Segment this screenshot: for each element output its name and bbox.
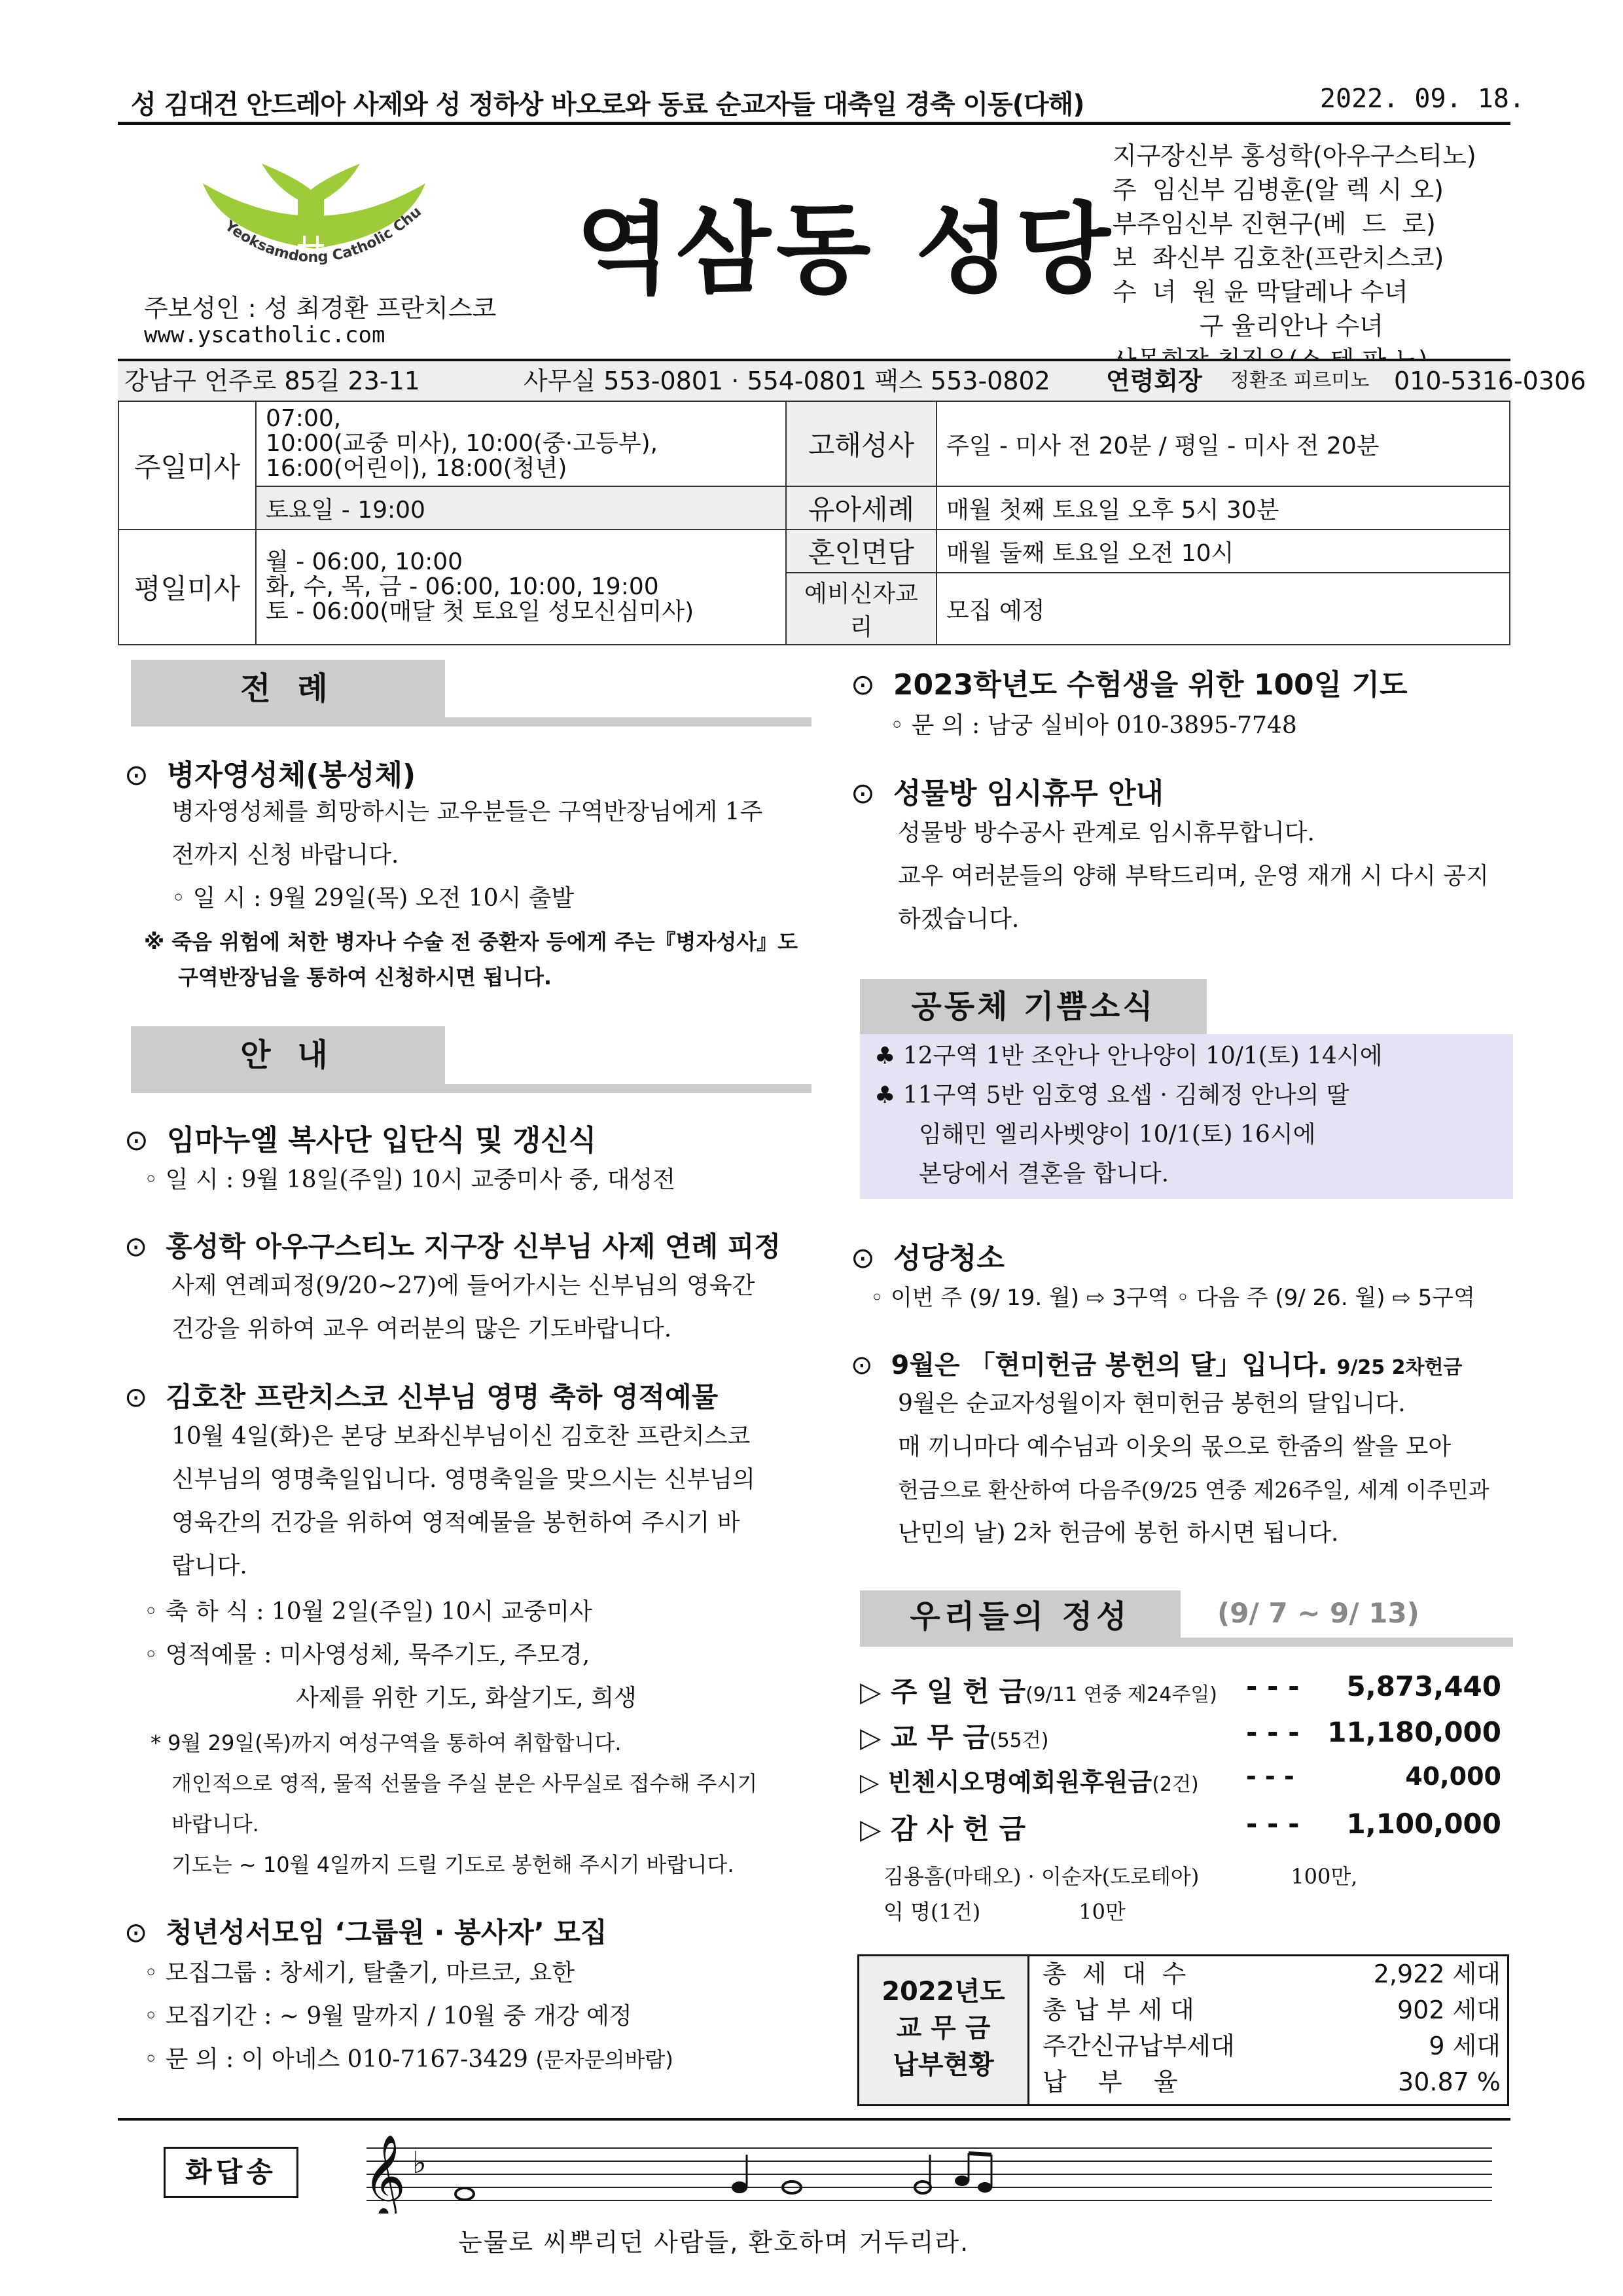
- marriage-label: 혼인면담: [786, 529, 936, 573]
- tithe-status-row: 주간신규납부세대 9 세대: [1043, 2032, 1501, 2060]
- weekday-mass-label: 평일미사: [118, 529, 256, 645]
- logo-text: Yeoksamdong Catholic Chu: [221, 204, 425, 266]
- footer-rule: [118, 2118, 1510, 2121]
- shop-closed-title: ⊙ 성물방 임시휴무 안내: [851, 777, 1164, 810]
- exam-prayer-contact: ◦ 문 의 : 남궁 실비아 010-3895-7748: [890, 712, 1297, 739]
- retreat-body: 사제 연례피정(9/20~27)에 들어가시는 신부님의 영육간 건강을 위하여 교우 여러분의 많은 기도바랍니다.: [171, 1272, 755, 1342]
- liturgy-rule: [131, 717, 812, 726]
- youth-bible-body: ◦ 모집그룹 : 창세기, 탈출기, 마르코, 요한 ◦ 모집기간 : ~ 9월 말까지 / 10월 중 개강 예정 ◦ 문 의 : 이 아네스 010-7167-3429 (문자문의바람): [144, 1960, 673, 2073]
- header-rule: [118, 122, 1510, 125]
- catechism-value: 모집 예정: [936, 573, 1510, 645]
- cleaning-body: ◦ 이번 주 (9/ 19. 월) ⇨ 3구역 ◦ 다음 주 (9/ 26. 월) ⇨ 5구역: [870, 1285, 1475, 1311]
- clergy-item: 구 율리안나 수녀: [1113, 312, 1383, 340]
- notice-heading: 안 내: [131, 1026, 445, 1084]
- psalm-label: 화답송: [164, 2147, 298, 2198]
- clergy-list: [1113, 139, 1476, 377]
- baptism-value: 매월 첫째 토요일 오후 5시 30분: [936, 486, 1510, 529]
- tithe-status-row: 납 부 율 30.87 %: [1043, 2068, 1501, 2096]
- saturday-mass: 토요일 - 19:00: [256, 486, 786, 529]
- exam-prayer-title: ⊙ 2023학년도 수험생을 위한 100일 기도: [851, 668, 1408, 702]
- sick-communion-body: 병자영성체를 희망하시는 교우분들은 구역반장님에게 1주 전까지 신청 바랍니다. ◦ 일 시 : 9월 29일(목) 오전 10시 출발: [171, 798, 763, 912]
- rice-offering-body: 9월은 순교자성월이자 현미헌금 봉헌의 달입니다. 매 끼니마다 예수님과 이웃의 몫으로 한줌의 쌀을 모아 헌금으로 환산하여 다음주(9/25 연중 제26주일, 세계 이주민과 난민의 날) 2차 헌금에 봉헌 하시면 됩니다.: [898, 1390, 1489, 1547]
- tithe-status-title: 2022년도 교 무 금 납부현황: [859, 1956, 1029, 2104]
- altar-server-title: ⊙ 임마누엘 복사단 입단식 및 갱신식: [124, 1124, 597, 1157]
- thanks-offering-list: 김용흠(마태오) · 이순자(도로테아) 100만, 익 명(1건) 10만: [883, 1864, 1358, 1924]
- offering-row: ▷ 주 일 헌 금(9/11 연중 제24주일) - - - 5,873,440: [860, 1670, 1501, 1708]
- feast-gift-title: ⊙ 김호찬 프란치스코 신부님 영명 축하 영적예물: [124, 1381, 719, 1413]
- address: 강남구 언주로 85길 23-11: [124, 367, 420, 395]
- weekday-mass-times: 월 - 06:00, 10:00 화, 수, 목, 금 - 06:00, 10:00, 19:00 토 - 06:00(매달 첫 토요일 성모신심미사): [256, 529, 786, 645]
- baptism-label: 유아세례: [786, 486, 936, 529]
- council-label: 연령회장: [1106, 367, 1202, 395]
- youth-bible-title: ⊙ 청년성서모임 ‘그룹원 · 봉사자’ 모집: [124, 1916, 607, 1948]
- patron-saint: 주보성인 : 성 최경환 프란치스코: [144, 294, 497, 323]
- sunday-mass-label: 주일미사: [118, 401, 256, 529]
- community-news-heading: 공동체 기쁨소식: [860, 979, 1207, 1034]
- svg-text:𝄞: 𝄞: [363, 2135, 406, 2214]
- office-phone: 사무실 553-0801 · 554-0801 팩스 553-0802: [524, 367, 1050, 395]
- music-notes-icon: [353, 2135, 1505, 2214]
- clergy-item: 보 좌신부 김호찬(프란치스코): [1113, 243, 1444, 272]
- website-link[interactable]: www.yscatholic.com: [144, 322, 385, 348]
- tithe-status-row: 총 세 대 수 2,922 세대: [1043, 1960, 1501, 1988]
- tithe-status-row: 총 납 부 세 대 902 세대: [1043, 1996, 1501, 2024]
- notice-rule: [131, 1084, 812, 1093]
- rice-offering-title: ⊙ 9월은 「현미헌금 봉헌의 달」입니다. 9/25 2차헌금: [851, 1350, 1463, 1380]
- altar-server-date: ◦ 일 시 : 9월 18일(주일) 10시 교중미사 중, 대성전: [144, 1166, 676, 1193]
- retreat-title: ⊙ 홍성학 아우구스티노 지구장 신부님 사제 연례 피정: [124, 1230, 781, 1263]
- offering-row: ▷ 빈첸시오명예회원후원금(2건) - - - 40,000: [860, 1762, 1501, 1797]
- feast-line: 성 김대건 안드레아 사제와 성 정하상 바오로와 동료 순교자들 대축일 경축 이동(다해): [131, 90, 1084, 120]
- offering-row: ▷ 감 사 헌 금 - - - 1,100,000: [860, 1808, 1501, 1845]
- offering-row: ▷ 교 무 금(55건) - - - 11,180,000: [860, 1716, 1501, 1753]
- sunday-mass-times: 07:00, 10:00(교중 미사), 10:00(중·고등부), 16:00(어린이), 18:00(청년): [256, 401, 786, 486]
- tithe-status-rows: [1043, 1956, 1501, 2100]
- church-title: 역삼동 성당: [576, 193, 1116, 307]
- clergy-item: 지구장신부 홍성학(아우구스티노): [1113, 141, 1476, 170]
- church-logo: [196, 137, 432, 288]
- catechism-label: 예비신자교리: [786, 573, 936, 645]
- clergy-item: 수 녀 원 윤 막달레나 수녀: [1113, 278, 1408, 306]
- dove-logo-icon: [196, 137, 432, 288]
- feast-gift-details: ◦ 축 하 식 : 10월 2일(주일) 10시 교중미사 ◦ 영적예물 : 미사영성체, 묵주기도, 주모경, 사제를 위한 기도, 화살기도, 희생: [144, 1598, 637, 1712]
- council-phone: 010-5316-0306: [1394, 367, 1586, 395]
- community-news-box: ♣ 12구역 1반 조안나 안나양이 10/1(토) 14시에 ♣ 11구역 5반 임호영 요셉 · 김혜정 안나의 딸 임해민 엘리사벳양이 10/1(토) 16시에 본당에서 결혼을 합니다.: [860, 1034, 1513, 1199]
- music-staff: [353, 2135, 1505, 2214]
- liturgy-heading: 전 례: [131, 660, 445, 717]
- shop-closed-body: 성물방 방수공사 관계로 임시휴무합니다. 교우 여러분들의 양해 부탁드리며, 운영 재개 시 다시 공지 하겠습니다.: [898, 819, 1489, 933]
- offering-rule: [860, 1638, 1513, 1647]
- mass-schedule-table: [118, 401, 1510, 645]
- offering-heading: 우리들의 정성: [860, 1590, 1181, 1643]
- address-bar: [118, 359, 1586, 402]
- marriage-value: 매월 둘째 토요일 오전 10시: [936, 529, 1510, 573]
- psalm-lyrics: 눈물로 씨뿌리던 사람들, 환호하며 거두리라.: [458, 2228, 970, 2257]
- feast-gift-body: 10월 4일(화)은 본당 보좌신부님이신 김호찬 프란치스코 신부님의 영명축일입니다. 영명축일을 맞으시는 신부님의 영육간의 건강을 위하여 영적예물을 봉헌하여 주시기 바 랍니다.: [171, 1423, 755, 1579]
- cleaning-title: ⊙ 성당청소: [851, 1242, 1005, 1275]
- clergy-item: 주 임신부 김병훈(알 렉 시 오): [1113, 175, 1444, 204]
- sick-communion-note: ※ 죽음 위험에 처한 병자나 수술 전 중환자 등에게 주는『병자성사』도 구역반장님을 통하여 신청하시면 됩니다.: [144, 929, 798, 990]
- clergy-item: 부주임신부 진현구(베 드 로): [1113, 209, 1436, 238]
- feast-gift-note: * 9월 29일(목)까지 여성구역을 통하여 취합합니다. 개인적으로 영적, 물적 선물을 주실 분은 사무실로 접수해 주시기 바랍니다. 기도는 ~ 10월 4일까지 드릴 기도로 봉헌해 주시기 바랍니다.: [151, 1731, 758, 1877]
- issue-date: 2022. 09. 18.: [1319, 84, 1525, 114]
- offering-period: (9/ 7 ~ 9/ 13): [1217, 1597, 1419, 1629]
- offering-list: [860, 1670, 1501, 1854]
- sick-communion-title: ⊙ 병자영성체(봉성체): [124, 759, 416, 792]
- council-name: 정환조 피르미노: [1230, 369, 1370, 392]
- confession-label: 고해성사: [786, 401, 936, 486]
- tithe-status-box: [857, 1954, 1509, 2106]
- confession-value: 주일 - 미사 전 20분 / 평일 - 미사 전 20분: [936, 401, 1510, 486]
- svg-text:♭: ♭: [412, 2145, 427, 2180]
